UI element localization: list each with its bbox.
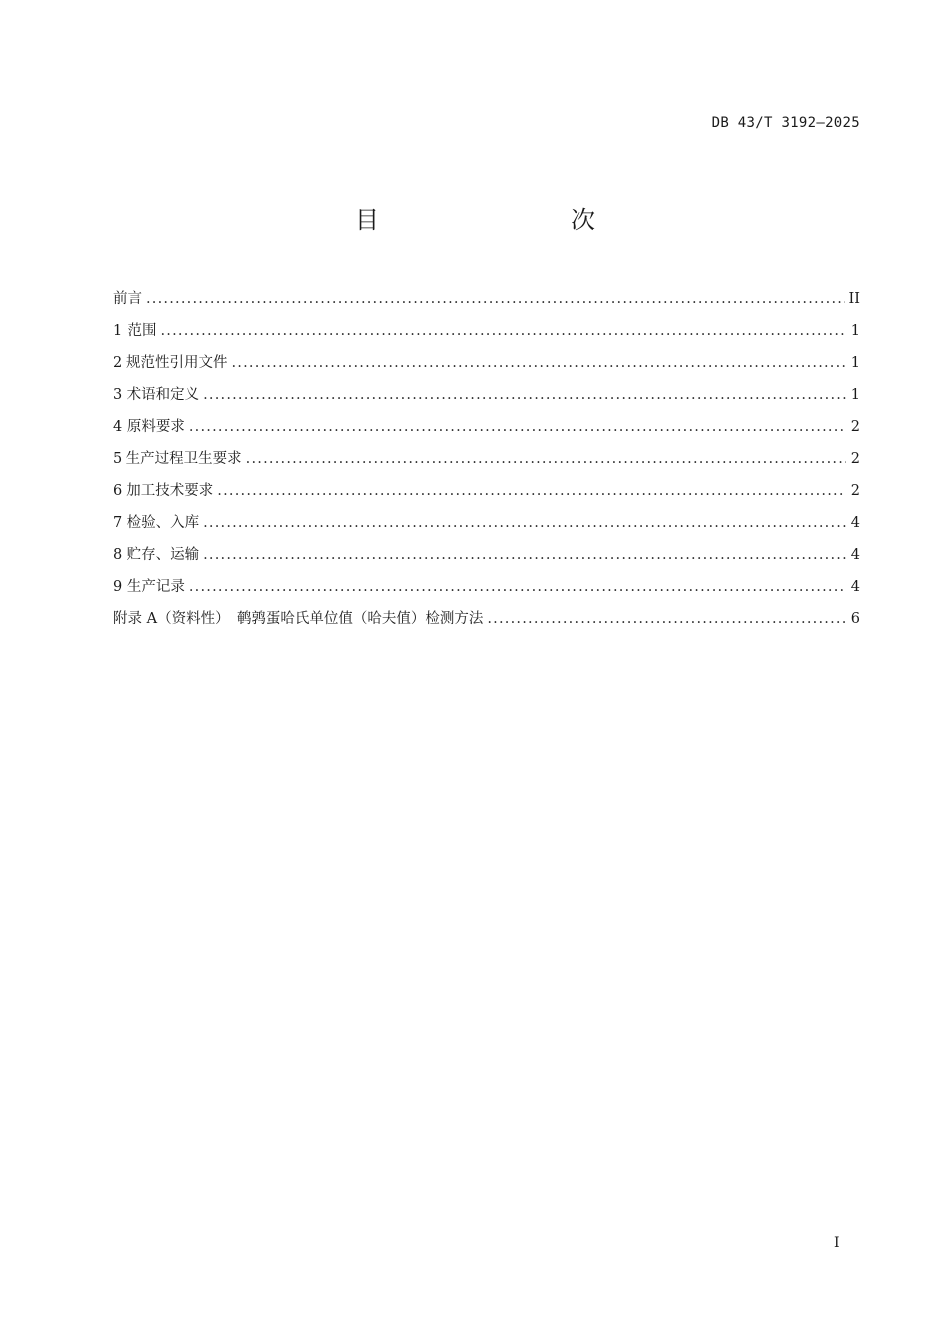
toc-entry-number: 9 [113,579,123,595]
toc-entry-production-records[interactable] [113,575,860,607]
toc-entry-page: 2 [850,483,860,499]
toc-entry-appendix-a[interactable] [113,607,860,639]
toc-leader-dots [217,483,846,499]
page-title: 目 次 [355,206,643,234]
toc-entry-page: II [848,291,860,307]
toc-entry-scope[interactable] [113,319,860,351]
toc-entry-normative-references[interactable] [113,351,860,383]
toc-entry-label: 生产过程卫生要求 [125,451,242,467]
toc-entry-hygiene[interactable] [113,447,860,479]
toc-entry-label: 加工技术要求 [126,483,214,499]
toc-leader-dots [203,515,846,531]
toc-entry-label: 范围 [127,323,157,339]
toc-entry-label: 生产记录 [126,579,185,595]
toc-leader-dots [160,323,846,339]
toc-entry-number: 8 [113,547,123,563]
toc-entry-number: 7 [113,515,123,531]
toc-entry-number: 2 [113,355,123,371]
toc-leader-dots [231,355,846,371]
toc-entry-page: 2 [850,451,860,467]
toc-entry-label: 前言 [113,291,142,307]
toc-leader-dots [146,291,845,307]
toc-leader-dots [203,387,846,403]
toc-leader-dots [203,547,846,563]
toc-entry-page: 1 [850,355,860,371]
toc-entry-label: 贮存、运输 [126,547,200,563]
toc-entry-page: 1 [850,387,860,403]
toc-entry-label: 附录 A（资料性） 鹌鹑蛋哈氏单位值（哈夫值）检测方法 [113,611,484,627]
page-number: I [834,1235,840,1251]
toc-entry-page: 4 [850,515,860,531]
toc-entry-page: 4 [850,547,860,563]
toc-entry-storage-transport[interactable] [113,543,860,575]
toc-entry-label: 规范性引用文件 [125,355,228,371]
toc-entry-number: 6 [113,483,123,499]
toc-entry-page: 2 [850,419,860,435]
toc-entry-number: 1 [113,323,123,339]
standard-code: DB 43/T 3192—2025 [711,115,860,131]
toc-entry-number: 5 [113,451,123,467]
toc-entry-processing[interactable] [113,479,860,511]
toc-entry-label: 原料要求 [126,419,185,435]
toc-leader-dots [189,419,846,435]
toc-entry-foreword[interactable] [113,287,860,319]
toc-entry-terms-definitions[interactable] [113,383,860,415]
toc-entry-inspection[interactable] [113,511,860,543]
toc-entry-label: 检验、入库 [126,515,200,531]
toc-entry-raw-material[interactable] [113,415,860,447]
toc-entry-number: 4 [113,419,123,435]
toc-entry-label: 术语和定义 [126,387,200,403]
toc-entry-page: 4 [850,579,860,595]
toc-entry-page: 6 [850,611,860,627]
table-of-contents [113,287,860,639]
toc-leader-dots [246,451,846,467]
toc-entry-number: 3 [113,387,123,403]
toc-entry-page: 1 [850,323,860,339]
toc-leader-dots [487,611,846,627]
toc-leader-dots [189,579,846,595]
